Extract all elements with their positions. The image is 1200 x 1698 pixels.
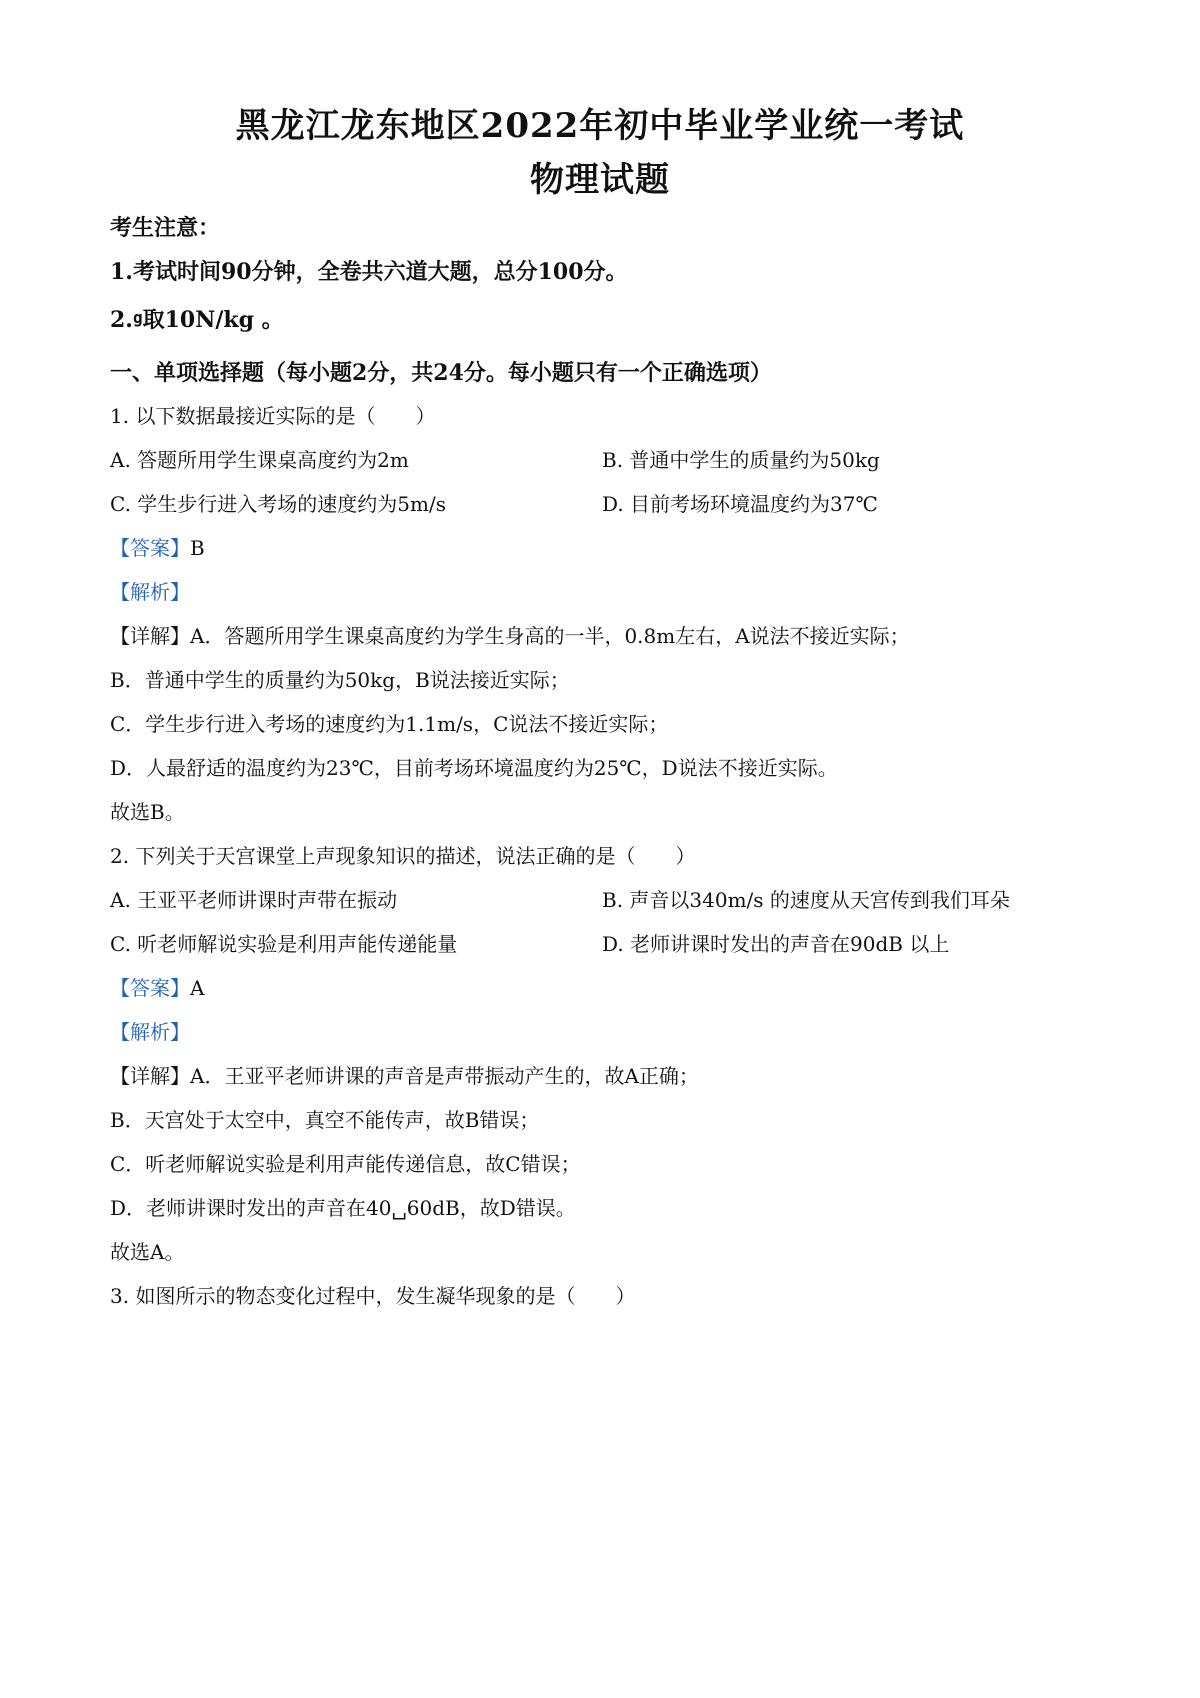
- notice-heading: 考生注意：: [110, 215, 221, 241]
- q2-detail-3: C．听老师解说实验是利用声能传递信息，故C错误；: [110, 1152, 581, 1176]
- q2-detail-2: B．天宫处于太空中，真空不能传声，故B错误；: [110, 1108, 540, 1132]
- q2-answer-value: A: [190, 976, 205, 1000]
- page-title: 黑龙江龙东地区2022年初中毕业学业统一考试: [235, 106, 965, 146]
- q2-option-c: C. 听老师解说实验是利用声能传递能量: [110, 932, 458, 956]
- q1-detail-5: 故选B。: [110, 800, 185, 824]
- page-subtitle: 物理试题: [530, 160, 670, 200]
- notice-item-2-g: g: [132, 308, 143, 327]
- q2-detail-1: 【详解】A．王亚平老师讲课的声音是声带振动产生的，故A正确；: [110, 1064, 699, 1088]
- q2-analysis-label: 【解析】: [110, 1020, 190, 1044]
- notice-item-2: [110, 303, 284, 334]
- q1-answer: [110, 532, 205, 561]
- q1-analysis-label: 【解析】: [110, 580, 190, 604]
- notice-item-2-rest: 取10N/kg 。: [142, 307, 284, 333]
- q2-stem: 2. 下列关于天宫课堂上声现象知识的描述，说法正确的是（ ）: [110, 844, 696, 868]
- q1-answer-label: 【答案】: [110, 536, 190, 560]
- q2-option-d: D. 老师讲课时发出的声音在90dB 以上: [602, 932, 950, 956]
- q1-detail-3: C．学生步行进入考场的速度约为1.1m/s，C说法不接近实际；: [110, 712, 669, 736]
- section-heading: 一、单项选择题（每小题2分，共24分。每小题只有一个正确选项）: [110, 360, 772, 386]
- q1-detail-4: D．人最舒适的温度约为23℃，目前考场环境温度约为25℃，D说法不接近实际。: [110, 756, 838, 780]
- q2-option-a: A. 王亚平老师讲课时声带在振动: [110, 888, 398, 912]
- q2-option-b: B. 声音以340m/s 的速度从天宫传到我们耳朵: [602, 888, 1010, 912]
- q1-stem: 1. 以下数据最接近实际的是（ ）: [110, 404, 436, 428]
- q1-detail-1: 【详解】A．答题所用学生课桌高度约为学生身高的一半，0.8m左右，A说法不接近实际；: [110, 624, 910, 648]
- q3-stem: 3. 如图所示的物态变化过程中，发生凝华现象的是（ ）: [110, 1284, 636, 1308]
- q1-detail-2: B．普通中学生的质量约为50kg，B说法接近实际；: [110, 668, 570, 692]
- q1-option-d: D. 目前考场环境温度约为37℃: [602, 492, 878, 516]
- q2-answer-label: 【答案】: [110, 976, 190, 1000]
- q1-option-c: C. 学生步行进入考场的速度约为5m/s: [110, 492, 446, 516]
- q2-detail-4: D．老师讲课时发出的声音在40␣60dB，故D错误。: [110, 1196, 576, 1220]
- q1-option-a: A. 答题所用学生课桌高度约为2m: [110, 448, 409, 472]
- q2-detail-5: 故选A。: [110, 1240, 185, 1264]
- q2-answer: [110, 972, 204, 1001]
- q1-answer-value: B: [190, 536, 205, 560]
- q1-option-b: B. 普通中学生的质量约为50kg: [602, 448, 880, 472]
- notice-item-1: 1.考试时间90分钟，全卷共六道大题，总分100分。: [110, 259, 628, 285]
- notice-item-2-prefix: 2.: [110, 307, 133, 333]
